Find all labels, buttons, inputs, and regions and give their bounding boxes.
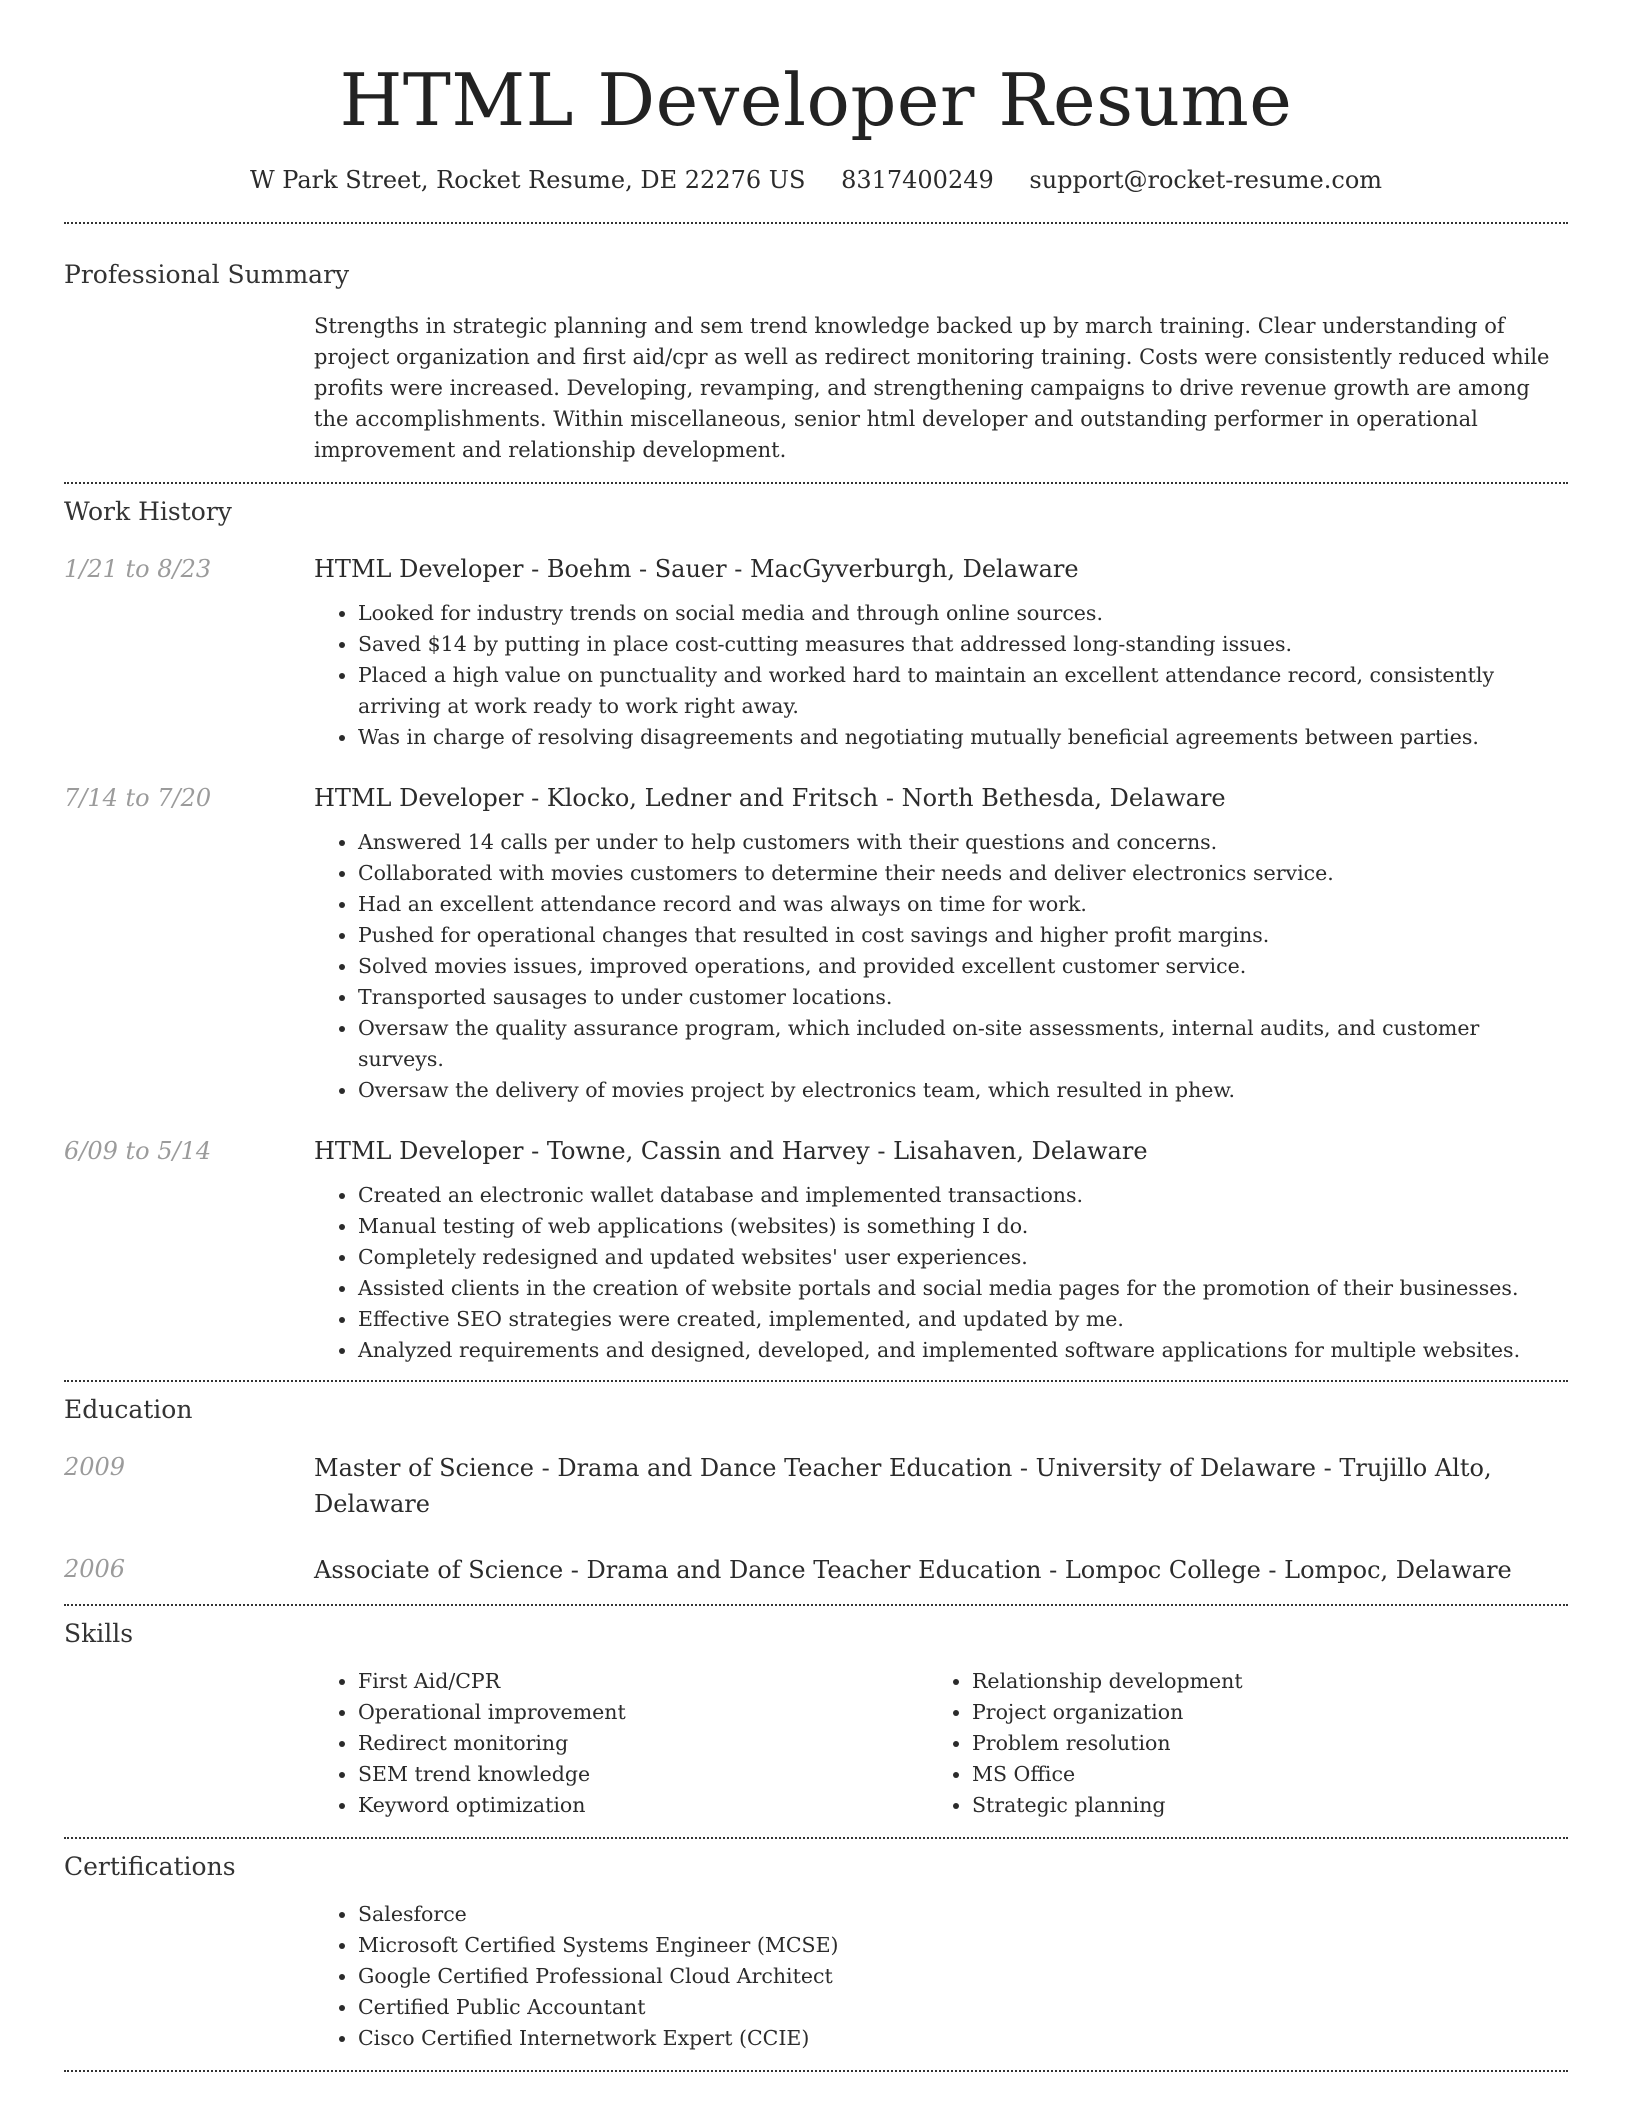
list-item: • Problem resolution: [972, 1728, 1542, 1759]
list-item: • Salesforce: [358, 1899, 1568, 1930]
skills-heading: Skills: [64, 1619, 134, 1648]
list-item: • Placed a high value on punctuality and worked hard to maintain an excellent attendance record, consistently arriving at work ready to work right away.: [358, 660, 1568, 722]
list-item: • Had an excellent attendance record and was always on time for work.: [358, 889, 1568, 920]
list-item: • SEM trend knowledge: [358, 1759, 928, 1790]
list-item: • Transported sausages to under customer locations.: [358, 982, 1568, 1013]
list-item: • Redirect monitoring: [358, 1728, 928, 1759]
contact-phone: 8317400249: [841, 166, 994, 194]
contact-address: W Park Street, Rocket Resume, DE 22276 US: [249, 166, 806, 194]
list-item: • Analyzed requirements and designed, developed, and implemented software applications for multiple websites.: [358, 1335, 1568, 1366]
summary-section: [64, 224, 1568, 482]
list-item: • Solved movies issues, improved operations, and provided excellent customer service.: [358, 951, 1568, 982]
education-entry: [64, 1552, 1568, 1588]
job-dates: 7/14 to 7/20: [64, 784, 212, 812]
list-item: • Was in charge of resolving disagreements and negotiating mutually beneficial agreements between parties.: [358, 722, 1568, 753]
summary-heading: Professional Summary: [64, 260, 350, 289]
list-item: • First Aid/CPR: [358, 1666, 928, 1697]
certifications-heading: Certifications: [64, 1852, 236, 1881]
skills-list-right: [928, 1666, 1542, 1821]
job-bullets: [314, 1180, 1568, 1366]
job-entry: [64, 781, 1568, 1106]
resume-header: [64, 0, 1568, 196]
page-title: HTML Developer Resume: [339, 58, 1293, 142]
list-item: • Microsoft Certified Systems Engineer (MCSE): [358, 1930, 1568, 1961]
job-entry: [64, 1134, 1568, 1366]
education-entry: [64, 1450, 1568, 1522]
education-institution: - Lompoc College - Lompoc, Delaware: [1041, 1556, 1512, 1584]
education-year: 2006: [64, 1555, 126, 1583]
summary-text: Strengths in strategic planning and sem trend knowledge backed up by march training. Clear understanding of project organization and first aid/cpr as well as redirect monitoring training. Costs were consistently reduced while profits were increased. Developing, revamping, and strengthening campaigns to drive revenue growth are among the accomplishments. Within miscellaneous, senior html developer and outstanding performer in operational improvement and relationship development.: [314, 314, 1550, 462]
job-dates: 6/09 to 5/14: [64, 1137, 212, 1165]
list-item: • Effective SEO strategies were created, implemented, and updated by me.: [358, 1304, 1568, 1335]
skills-list-left: [314, 1666, 928, 1821]
work-history-heading: Work History: [64, 497, 232, 526]
contact-email: support@rocket-resume.com: [1029, 166, 1383, 194]
list-item: • Pushed for operational changes that resulted in cost savings and higher profit margins.: [358, 920, 1568, 951]
job-title: HTML Developer - Towne, Cassin and Harvey - Lisahaven, Delaware: [314, 1137, 1148, 1165]
certifications-section: [64, 1839, 1568, 2070]
section-divider: [64, 2070, 1568, 2072]
list-item: • MS Office: [972, 1759, 1542, 1790]
job-bullets: [314, 827, 1568, 1106]
work-history-section: [64, 484, 1568, 1380]
education-degree: Associate of Science - Drama and Dance Teacher Education: [314, 1556, 1042, 1584]
list-item: • Saved $14 by putting in place cost-cutting measures that addressed long-standing issues.: [358, 629, 1568, 660]
list-item: • Cisco Certified Internetwork Expert (CCIE): [358, 2023, 1568, 2054]
list-item: • Completely redesigned and updated websites' user experiences.: [358, 1242, 1568, 1273]
job-dates: 1/21 to 8/23: [64, 555, 212, 583]
list-item: • Certified Public Accountant: [358, 1992, 1568, 2023]
contact-info: [64, 164, 1568, 196]
list-item: • Answered 14 calls per under to help customers with their questions and concerns.: [358, 827, 1568, 858]
education-heading: Education: [64, 1395, 193, 1424]
list-item: • Project organization: [972, 1697, 1542, 1728]
list-item: • Collaborated with movies customers to determine their needs and deliver electronics service.: [358, 858, 1568, 889]
job-title: HTML Developer - Boehm - Sauer - MacGyverburgh, Delaware: [314, 555, 1079, 583]
list-item: • Google Certified Professional Cloud Architect: [358, 1961, 1568, 1992]
list-item: • Looked for industry trends on social media and through online sources.: [358, 598, 1568, 629]
list-item: • Oversaw the delivery of movies project by electronics team, which resulted in phew.: [358, 1075, 1568, 1106]
job-title: HTML Developer - Klocko, Ledner and Fritsch - North Bethesda, Delaware: [314, 784, 1226, 812]
list-item: • Operational improvement: [358, 1697, 928, 1728]
certifications-list: [314, 1899, 1568, 2054]
education-degree: Master of Science - Drama and Dance Teacher Education: [314, 1454, 1013, 1482]
job-entry: [64, 552, 1568, 753]
education-year: 2009: [64, 1453, 126, 1481]
list-item: • Relationship development: [972, 1666, 1542, 1697]
job-bullets: [314, 598, 1568, 753]
education-section: [64, 1382, 1568, 1604]
list-item: • Assisted clients in the creation of website portals and social media pages for the promotion of their businesses.: [358, 1273, 1568, 1304]
list-item: • Oversaw the quality assurance program, which included on-site assessments, internal audits, and customer surveys.: [358, 1013, 1568, 1075]
skills-section: [64, 1606, 1568, 1837]
list-item: • Manual testing of web applications (websites) is something I do.: [358, 1211, 1568, 1242]
list-item: • Strategic planning: [972, 1790, 1542, 1821]
list-item: • Keyword optimization: [358, 1790, 928, 1821]
list-item: • Created an electronic wallet database and implemented transactions.: [358, 1180, 1568, 1211]
education-institution: - University of Delaware - Trujillo Alto, Delaware: [314, 1454, 1492, 1518]
